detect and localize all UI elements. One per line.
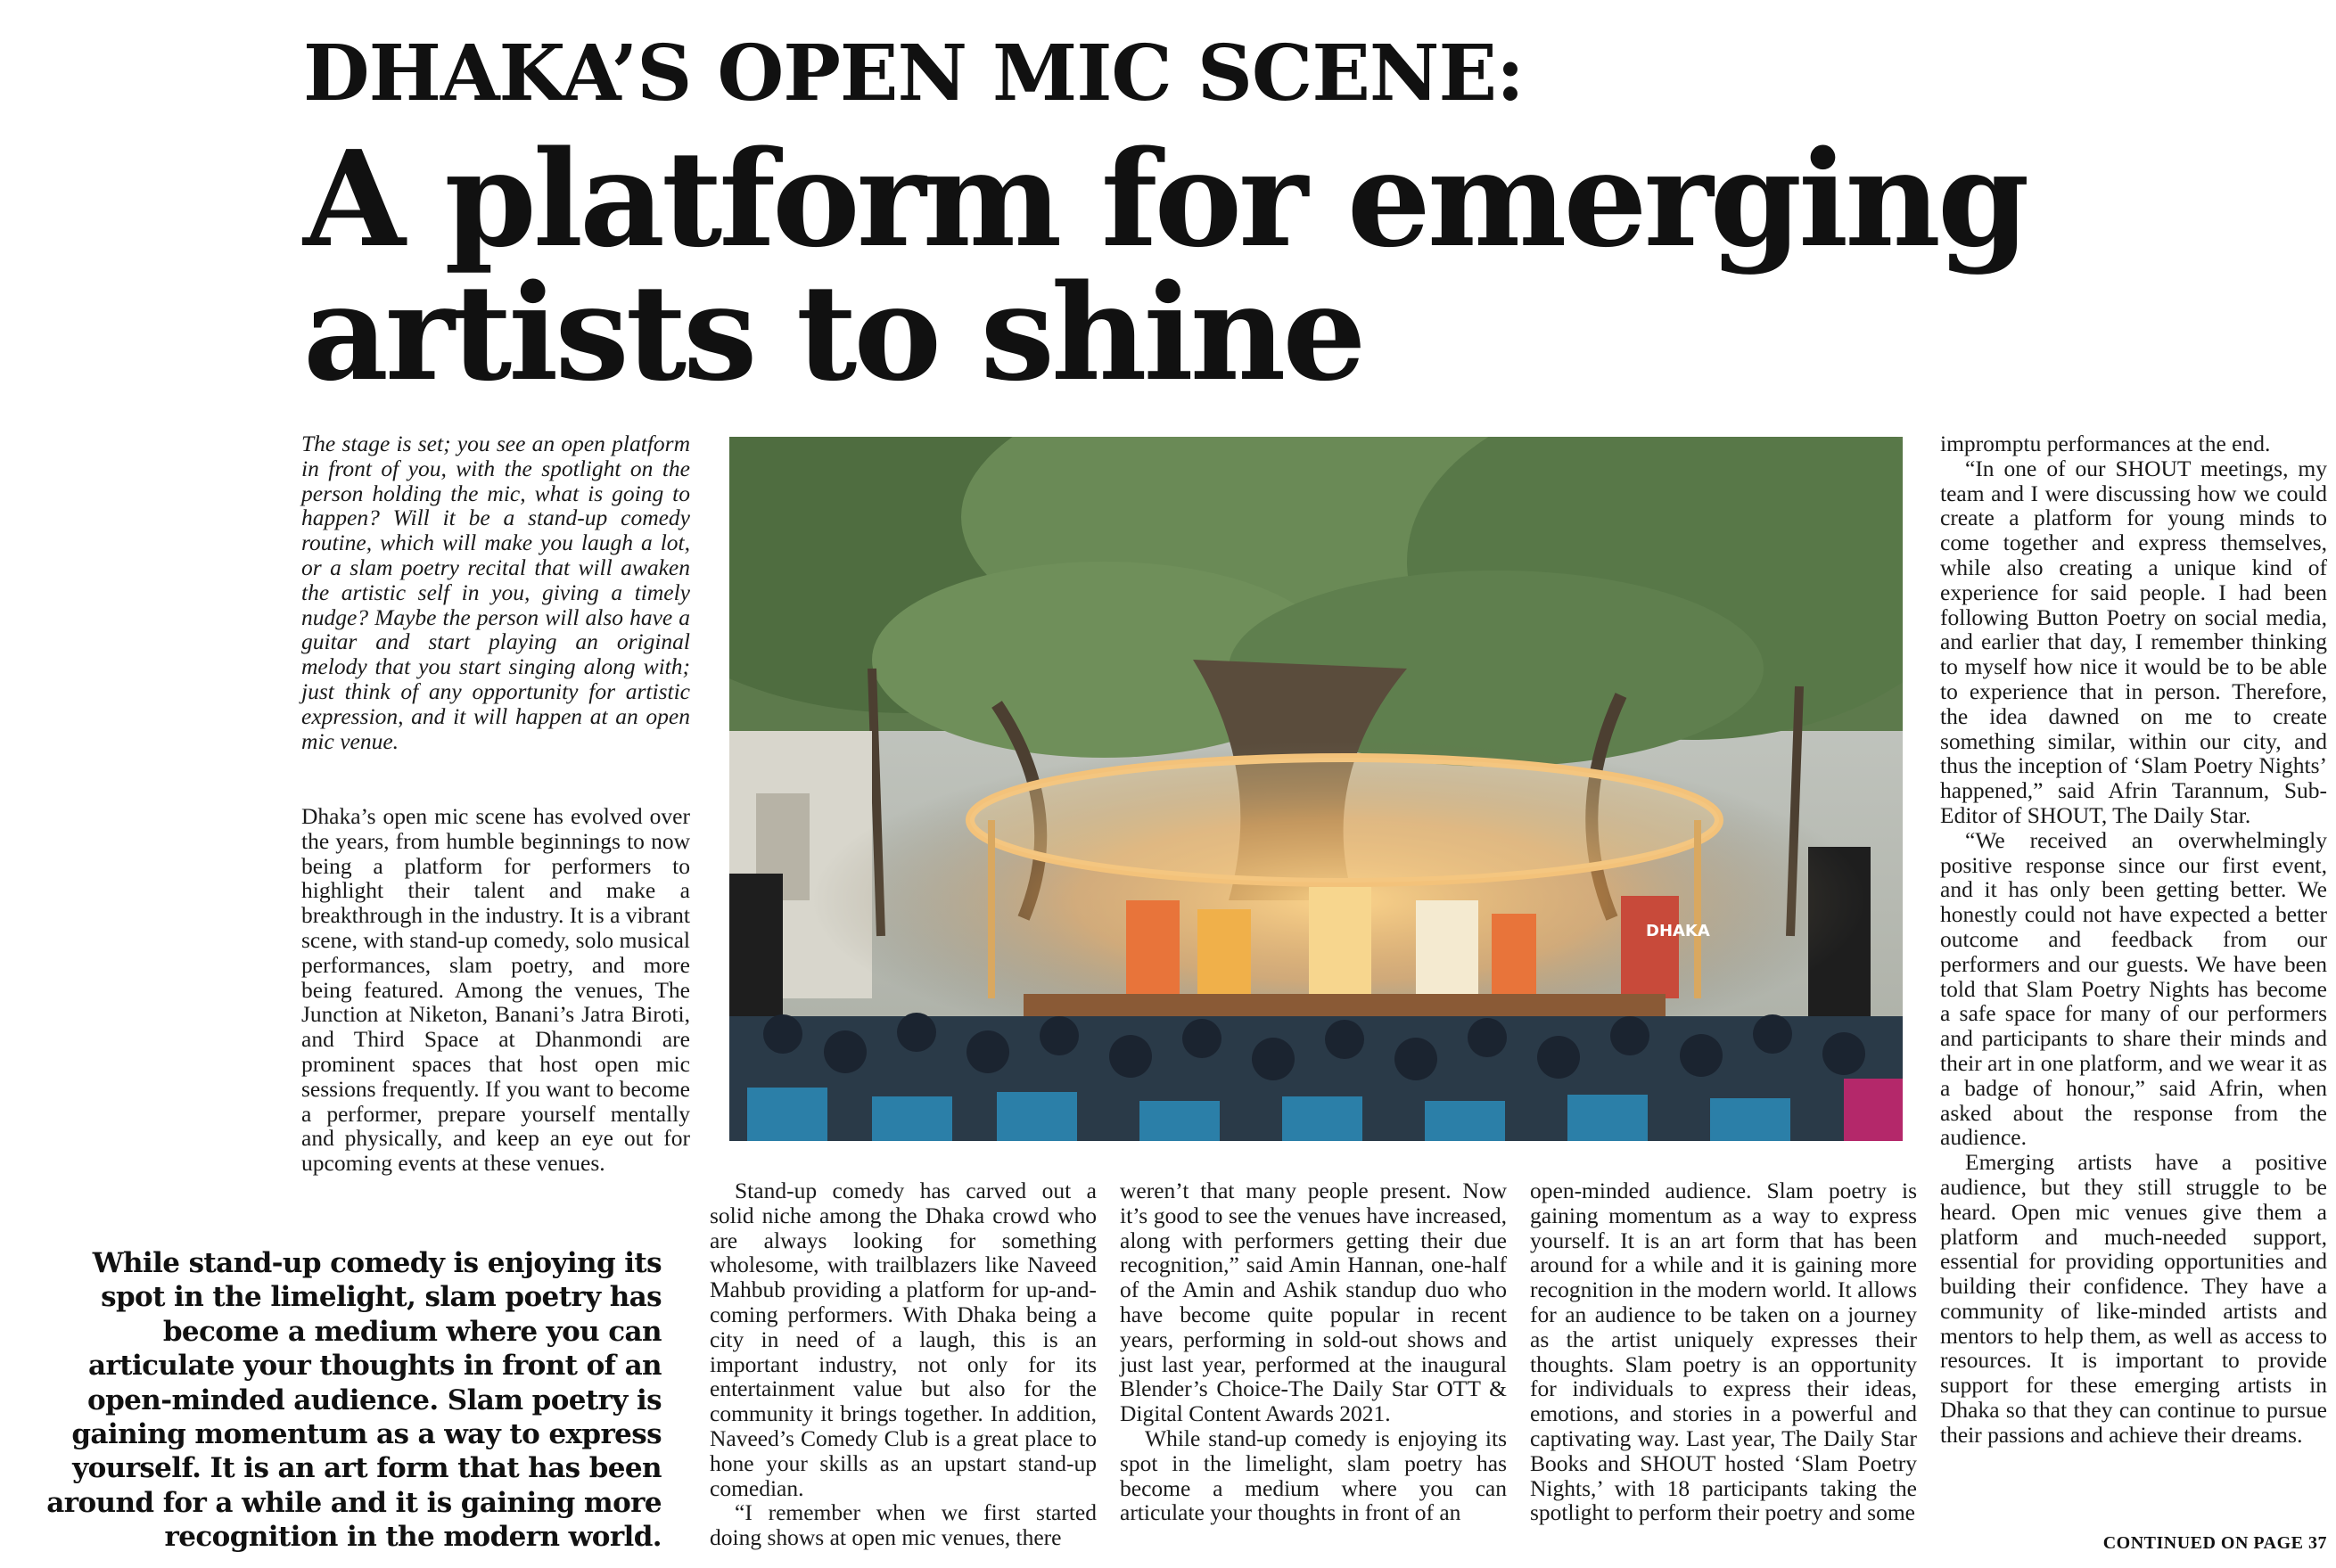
paragraph: open-minded audience. Slam poetry is gaining momentum as a way to express yourself. It is an art form that has been around for a while and it is gaining more recognition in the modern world. It allows for an audience to be taken on a journey as the artist uniquely expresses their thoughts. Slam poetry is an opportunity for individuals to express their ideas, emotions, and stories in a powerful and captivating way. Last year, The Daily Star Books and SHOUT hosted ‘Slam Poetry Nights,’ with 18 participants taking the spotlight to perform their poetry and some	[1530, 1178, 1917, 1526]
paragraph: weren’t that many people present. Now it’s good to see the venues have increased, along with performers getting their due recognition,” said Amin Hannan, one-half of the Amin and Ashik standup duo who have become quite popular in recent years, performing in sold-out shows and just last year, performed at the inaugural Blender’s Choice-The Daily Star OTT & Digital Content Awards 2021.	[1120, 1178, 1507, 1427]
pull-quote: While stand-up comedy is enjoying its spot in the limelight, slam poetry has become a medium where you can articulate your thoughts in front of an open-minded audience. Slam poetry is gaining momentum as a way to express yourself. It is an art form that has been around for a while and it is gaining more recognition in the modern world.	[46, 1247, 662, 1554]
photo-sign-text: DHAKA	[1646, 922, 1710, 940]
kicker: DHAKA’S OPEN MIC SCENE:	[303, 29, 1524, 119]
paragraph: “I remember when we first started doing shows at open mic venues, there	[710, 1499, 1097, 1551]
paragraph: “In one of our SHOUT meetings, my team and I were discussing how we could create a platform for young minds to come together and express themselves, while also creating a unique kind of experience for said people. I had been following Button Poetry on social media, and earlier that day, I remember thinking to myself how nice it would be to be able to experience that in person. Therefore, the idea dawned on me to create something similar, within our city, and thus the inception of ‘Slam Poetry Nights’ happened,” said Afrin Tarannum, Sub-Editor of SHOUT, The Daily Star.	[1940, 455, 2327, 828]
headline: A platform for emerging artists to shine	[303, 121, 2027, 410]
column-b	[1120, 1178, 1507, 1525]
paragraph: Stand-up comedy has carved out a solid niche among the Dhaka crowd who are always looking for something wholesome, with trailblazers like Naveed Mahbub providing a platform for up-and-coming performers. With Dhaka being a city in need of a laugh, this is an important industry, not only for its entertainment value but also for the community it brings together. In addition, Naveed’s Comedy Club is a great place to hone your skills as an upstart stand-up comedian.	[710, 1178, 1097, 1501]
column-a	[710, 1178, 1097, 1550]
banyan-tree-stage-photo-icon	[729, 437, 1903, 1141]
event-photo	[729, 437, 1903, 1141]
paragraph: While stand-up comedy is enjoying its spot in the limelight, slam poetry has become a medium where you can articulate your thoughts in front of an	[1120, 1424, 1507, 1526]
continued-notice: CONTINUED ON PAGE 37	[2102, 1533, 2327, 1553]
intro-body-paragraph: Dhaka’s open mic scene has evolved over the years, from humble beginnings to now being a platform for performers to highlight their talent and make a breakthrough in the industry. It is a vibrant scene, with stand-up comedy, solo musical performances, slam poetry, and more being featured. Among the venues, The Junction at Niketon, Banani’s Jatra Biroti, and Third Space at Dhanmondi are prominent spaces that host open mic sessions frequently. If you want to become a performer, prepare yourself mentally and physically, and keep an eye out for upcoming events at these venues.	[301, 803, 691, 1177]
intro-paragraph: The stage is set; you see an open platform in front of you, with the spotlight on the person holding the mic, what is going to happen? Will it be a stand-up comedy routine, which will make you laugh a lot, or a slam poetry recital that will awaken the artistic self in you, giving a timely nudge? Maybe the person will also have a guitar and start playing an original melody that you start singing along with; just think of any opportunity for artistic expression, and it will happen at an open mic venue.	[301, 431, 690, 754]
paragraph: impromptu performances at the end.	[1940, 431, 2271, 456]
column-c	[1530, 1178, 1917, 1525]
paragraph: “We received an overwhelmingly positive response since our first event, and it has only been getting better. We honestly could not have expected a better outcome and feedback from our performers and our guests. We have been told that Slam Poetry Nights has become a safe space for many of our performers and participants to share their minds and their art in one platform, and we wear it as a badge of honour,” said Afrin, when asked about the response from the audience.	[1940, 826, 2327, 1151]
column-d	[1940, 431, 2327, 1448]
paragraph: Emerging artists have a positive audience, but they still struggle to be heard. Open mic venues give them a platform and much-needed support, essential for providing opportunities and building their confidence. They have a community of like-minded artists and mentors to help them, as well as access to resources. It is important to provide support for these emerging artists in Dhaka so that they can continue to pursue their passions and achieve their dreams.	[1940, 1149, 2327, 1448]
